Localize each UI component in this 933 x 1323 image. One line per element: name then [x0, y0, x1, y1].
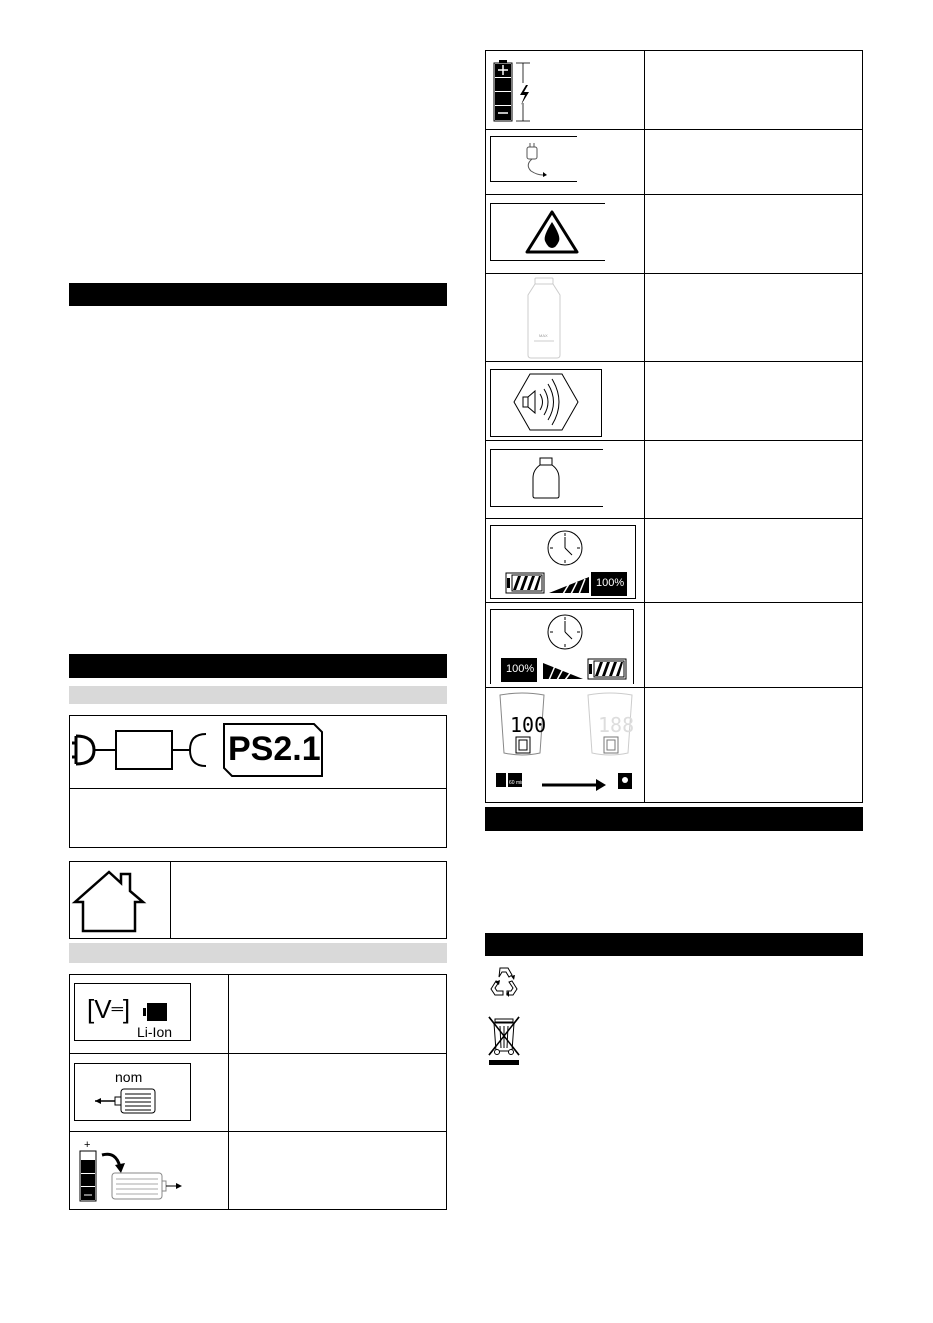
timer-label: 60 min	[509, 780, 525, 786]
battery-voltage-icon	[490, 55, 540, 125]
table-row-divider	[70, 1131, 446, 1132]
house-icon	[73, 868, 145, 934]
battery-striped-icon	[587, 658, 627, 680]
section-header-bar-3	[485, 807, 863, 831]
section-header-bar-4	[485, 933, 863, 956]
battery-full-display	[501, 658, 537, 682]
battery-full-display	[591, 572, 627, 596]
table-row-divider	[486, 194, 862, 195]
li-ion-voltage-icon-box	[74, 983, 191, 1041]
table-row-divider	[486, 440, 862, 441]
symbols-table-right	[485, 50, 863, 803]
section-header-bar-2	[69, 654, 447, 678]
table-row-divider	[486, 602, 862, 603]
battery-striped-icon	[505, 572, 545, 594]
charging-time-icon-box-1	[490, 525, 636, 599]
table-col-divider	[644, 51, 645, 802]
table-row-divider	[486, 687, 862, 688]
charge-ramp-up-icon	[549, 576, 589, 594]
bottle-max-label: MAX	[539, 333, 548, 338]
connector-row-divider	[70, 788, 446, 789]
subsection-bar-2	[69, 943, 447, 963]
sound-power-icon	[513, 372, 579, 432]
battery-to-motor-icon	[76, 1137, 186, 1205]
ps21-label: PS2.1	[228, 730, 321, 768]
battery-filled-icon	[143, 1002, 167, 1022]
plug-power-supply-icon	[72, 726, 212, 774]
section-header-bar-1	[69, 283, 447, 306]
li-ion-label: Li-Ion	[137, 1024, 173, 1040]
voltage-label	[87, 994, 130, 1025]
motor-icon	[93, 1086, 173, 1116]
table-row-divider	[486, 518, 862, 519]
table-row-divider	[486, 361, 862, 362]
voltage-open: [V	[87, 994, 112, 1024]
charging-time-icon-box-2	[490, 609, 634, 684]
subsection-bar-1	[69, 686, 447, 704]
weight-icon	[531, 456, 561, 500]
charge-ramp-down-icon	[543, 662, 583, 680]
clock-icon	[547, 530, 583, 566]
nominal-motor-icon-box	[74, 1063, 191, 1121]
sound-icon-box	[490, 369, 602, 437]
svg-text:+: +	[84, 1139, 91, 1151]
table-col-divider	[228, 975, 229, 1209]
oil-warning-icon-box	[490, 203, 605, 261]
table-row-divider	[486, 129, 862, 130]
table-row-divider	[70, 1053, 446, 1054]
weight-icon-box	[490, 449, 603, 507]
charger-plug-icon	[521, 141, 551, 179]
crossed-out-bin-icon	[486, 1015, 522, 1067]
percent-label: 100%	[506, 663, 535, 675]
indoor-use-table	[69, 861, 447, 939]
battery-symbols-table	[69, 974, 447, 1210]
clock-icon	[547, 614, 583, 650]
display-value-right: 188	[598, 713, 635, 737]
display-value-left: 100	[510, 713, 547, 737]
nominal-label: nom	[115, 1069, 143, 1085]
bottle-icon	[524, 277, 564, 359]
indoor-use-divider	[170, 862, 171, 938]
recycling-icon	[487, 965, 521, 997]
charger-icon-box	[490, 136, 577, 182]
table-row-divider	[486, 273, 862, 274]
voltage-close: ]	[122, 994, 131, 1024]
connector-table	[69, 715, 447, 848]
dc-symbol: ═	[111, 1001, 123, 1018]
oil-drop-warning-icon	[525, 210, 579, 254]
percent-label: 100%	[596, 577, 625, 589]
